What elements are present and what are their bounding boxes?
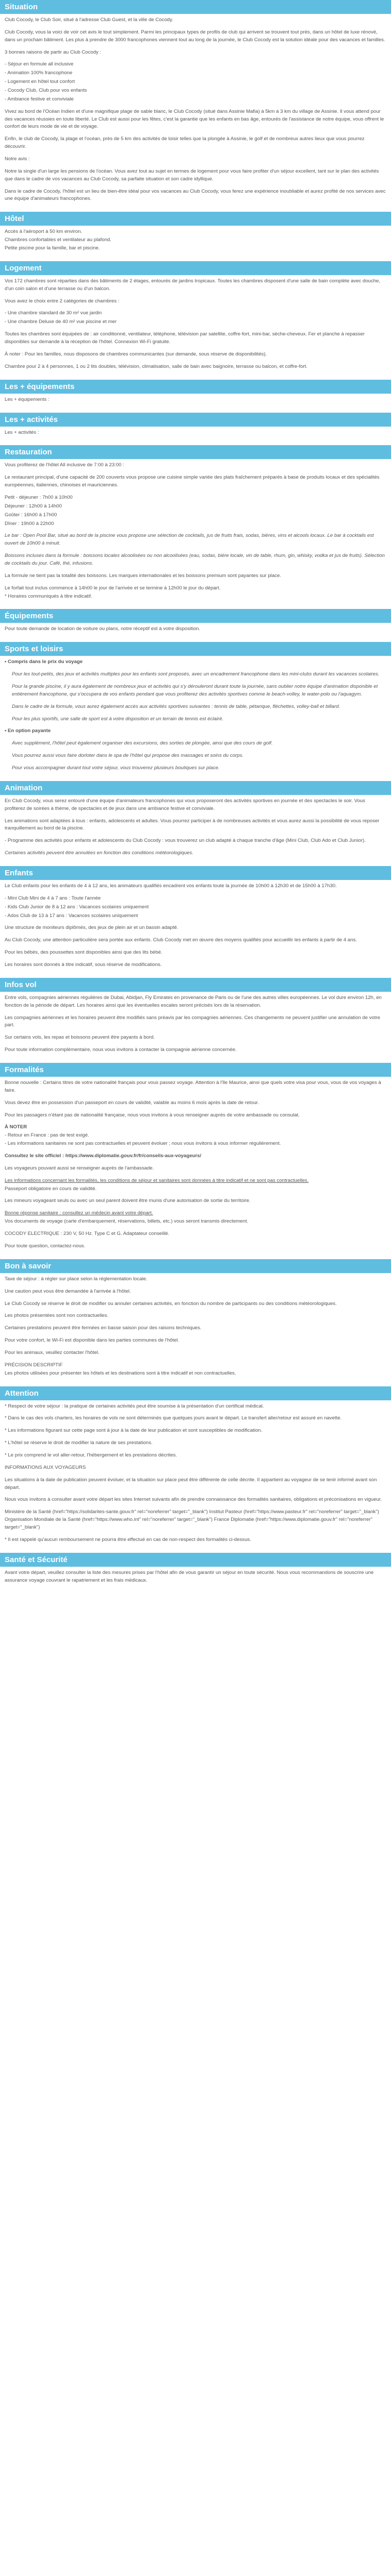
attention-text: Les situations à la date de publication peuvent évoluer, et la situation sur place peut être différente de celle décrite. Il appartient au voyageur de se tenir informé avant son départ. xyxy=(5,1477,377,1490)
section-title-logement: Logement xyxy=(0,261,391,275)
formalites-text: - Retour en France : pas de test exigé. xyxy=(5,1132,89,1139)
animation-text: En Club Cocody, vous serez entouré d'une équipe d'animateurs francophones qui vous proposeront des activités sportives en journée et des spectacles le soir. Vous profiterez de soirées à thème, de spectacles et de jeux dans une ambiance festive et conviviale. xyxy=(5,798,365,811)
list-item: - Séjour en formule all inclusive xyxy=(5,61,74,67)
restauration-hours xyxy=(5,494,386,528)
sante-text: Avant votre départ, veuillez consulter la liste des mesures prises par l'hôtel afin de vous garantir un séjour en toute sécurité. Nous vous recommandons de souscrire une assurance voyage couvrant le rapatriement et les frais médicaux. xyxy=(5,1569,374,1583)
infos-text: Entre vols, compagnies aériennes régulières de Dubai, Abidjan, Fly Emirates en provenance de Paris ou de l'une des autres villes européennes. Le vol dure environ 12h, en fonction de la période de départ. Les horaires ainsi que les éventuelles escales seront précisés lors de la réservation. xyxy=(5,994,382,1008)
restauration-text: Le bar : Open Pool Bar, situé au bord de la piscine vous propose une sélection de cocktails, jus de fruits frais, sodas, bières, vins et alcools locaux. Le bar à cocktails est ouvert de 10h00 à minuit. xyxy=(5,533,374,547)
infos-body xyxy=(0,992,391,1063)
hotel-text: Petite piscine pour la famille, bar et piscine. xyxy=(5,245,100,251)
restauration-body xyxy=(0,459,391,609)
list-item: Petit - déjeuner : 7h00 à 10h00 xyxy=(5,494,73,500)
restauration-text: * Horaires communiqués à titre indicatif. xyxy=(5,593,92,599)
logement-text: À noter : Pour les familles, nous disposons de chambres communicantes (sur demande, sous réserve de disponibilités). xyxy=(5,351,267,357)
infos-text: Les compagnies aériennes et les horaires peuvent être modifiés sans préavis par les compagnies aériennes. Ces changements ne peuvent justifier une annulation de votre part. xyxy=(5,1014,380,1028)
enfants-text: Les horaires sont donnés à titre indicatif, sous réserve de modifications. xyxy=(5,962,162,968)
attention-links[interactable]: Ministère de la Santé (href="https://solidarites-sante.gouv.fr" rel="noreferrer" target="_blank") Institut Pasteur (href="https://www.pasteur.fr" rel="noreferrer" target="_blank") Organisation Mondiale de la Santé (href="https://www.who.int" rel="noreferrer" target="_blank") France Diplomatie (href="https://www.diplomatie.gouv.fr" rel="noreferrer" target="_blank") xyxy=(5,1509,379,1530)
list-item: - Une chambre standard de 30 m² vue jardin xyxy=(5,310,102,316)
logement-text: Vous avez le choix entre 2 catégories de chambres : xyxy=(5,298,120,304)
attention-text: * Dans le cas des vols charters, les horaires de vols ne sont déterminés que quelques jours avant le départ. Le transfert aller/retour est assuré en navette. xyxy=(5,1415,342,1421)
formalites-text: Vous devez être en possession d'un passeport en cours de validité, valable au moins 6 mois après la date de retour. xyxy=(5,1099,259,1106)
list-item: Goûter : 16h00 à 17h00 xyxy=(5,512,57,518)
formalites-text: Les mineurs voyageant seuls ou avec un seul parent doivent être munis d'une autorisation de sortie du territoire. xyxy=(5,1198,251,1204)
list-item: - Animation 100% francophone xyxy=(5,70,73,76)
equipements2-text: Pour toute demande de location de voiture ou plans, notre réceptif est à votre disposition. xyxy=(5,626,201,632)
bon-text: Les photos utilisées pour présenter les hôtels et les destinations sont à titre indicatif et non contractuelles. xyxy=(5,1370,236,1376)
section-title-bon-a-savoir: Bon à savoir xyxy=(0,1259,391,1273)
attention-text: * L'hôtel se réserve le droit de modifier la nature de ses prestations. xyxy=(5,1440,153,1446)
sports-text: Pour la grande piscine, il y aura également de nombreux jeux et activités qui s'y dérouleront durant toute la journée, sans oublier notre équipe d'animation disponible et entièrement francophone, qui s'occupera de vos enfants pendant que vous profiterez des activités sportives comme le beach-volley, le water-polo ou l'aquagym. xyxy=(12,683,378,697)
formalites-body xyxy=(0,1077,391,1259)
situation-text: Club Cocody, vous la voici de voir cet avis le tout simplement. Parmi les principaux types de profils de club qui arrivent se trouvent tout près, dans un hôtel de luxe rénové, dans un prochain bâtiment. Les plus à prendre de 3000 francophones viennent tout au long de la journée, le Club Cocody est la solution idéale pour des vacances et familles. xyxy=(5,29,385,43)
formalites-text: Pour les passagers n'étant pas de nationalité française, nous vous invitons à vous renseigner auprès de votre ambassade ou consulat. xyxy=(5,1112,300,1118)
situation-text: Enfin, le club de Cocody, la plage et l'océan, près de 5 km des activités de loisir telles que la plongée à Assinie, le golf et de nombreux autres lieux que vous pourrez découvrir. xyxy=(5,136,365,150)
sports-subheading-text: En option payante xyxy=(8,728,51,734)
list-item: - Ados Club de 13 à 17 ans : Vacances scolaires uniquement xyxy=(5,912,138,919)
logement-body xyxy=(0,275,391,380)
list-item: - Mini Club Mini de 4 à 7 ans : Toute l'année xyxy=(5,895,101,901)
formalites-link[interactable]: Consultez le site officiel : https://www.diplomatie.gouv.fr/fr/conseils-aux-voyageurs/ xyxy=(5,1153,202,1159)
hotel-body xyxy=(0,226,391,261)
equipements-body xyxy=(0,394,391,413)
bon-text: Taxe de séjour : à régler sur place selon la réglementation locale. xyxy=(5,1276,148,1282)
section-title-sports: Sports et loisirs xyxy=(0,642,391,656)
list-item: - Kids Club Junior de 8 à 12 ans : Vacances scolaires uniquement xyxy=(5,904,149,910)
formalites-text: COCODY ELECTRIQUE : 230 V, 50 Hz. Type C et G. Adaptateur conseillé. xyxy=(5,1231,170,1237)
section-title-animation: Animation xyxy=(0,781,391,795)
infos-text: Sur certains vols, les repas et boissons peuvent être payants à bord. xyxy=(5,1035,155,1041)
sports-text: Avec supplément, l'hôtel peut également organiser des excursions, des sorties de plongée, ainsi que des cours de golf. xyxy=(12,740,273,747)
situation-text: Vivez au bord de l'Océan Indien et d'une magnifique plage de sable blanc, le Club Cocody (situé dans Assinie Mafia) à 5km à 3 km du village de Assinie. Il vous attend pour des vacances réussies en toute liberté. Le Club est aussi pour les fêtes, c'est la garantie que les enfants en bas âge, entourés de l'assistance de notre équipe, vous offrent le confort de leurs mode de vie et de voyage. xyxy=(5,108,384,130)
enfants-text: Une structure de moniteurs diplômés, des jeux de plein air et un bassin adapté. xyxy=(5,925,178,931)
animation-body xyxy=(0,795,391,866)
logement-text: Vos 172 chambres sont réparties dans des bâtiments de 2 étages, entourés de jardins tropicaux. Toutes les chambres disposent d'une salle de bain complète avec douche, d'un coin salon et d'une terrasse ou d'un balcon. xyxy=(5,278,381,292)
restauration-text: Vous profiterez de l'hôtel All inclusive de 7:00 à 23:00 : xyxy=(5,462,124,468)
sports-subheading-text: Compris dans le prix du voyage xyxy=(8,659,83,665)
bon-body xyxy=(0,1273,391,1386)
restauration-text: Le restaurant principal, d'une capacité de 200 couverts vous propose une cuisine simple variée des plats fraîchement préparés à base de produits locaux et des spécialités européennes, italiennes, chinoises et mauriciennes. xyxy=(5,474,380,488)
list-item: - Logement en hôtel tout confort xyxy=(5,79,75,85)
restauration-text: La formule ne tient pas la totalité des boissons. Les marques internationales et les boissons premium sont payantes sur place. xyxy=(5,572,281,579)
situation-text: Dans le cadre de Cocody, l'hôtel est un lieu de bien-être idéal pour vos vacances au Club Cocody, vous ferez une expérience inoubliable et aurez profité de nos services avec une équipe d'animateurs francophones. xyxy=(5,188,386,202)
situation-text: Notre avis : xyxy=(5,156,30,162)
section-title-infos-vol: Infos vol xyxy=(0,978,391,992)
sports-body xyxy=(0,656,391,781)
bon-text: Le Club Cocody se réserve le droit de modifier ou annuler certaines activités, en fonction du nombre de participants ou des conditions météorologiques. xyxy=(5,1300,337,1307)
equipements2-body xyxy=(0,623,391,642)
section-title-situation: Situation xyxy=(0,0,391,14)
situation-body xyxy=(0,14,391,212)
bon-text: Pour les animaux, veuillez contacter l'hôtel. xyxy=(5,1349,100,1355)
enfants-body xyxy=(0,880,391,978)
formalites-text: Passeport obligatoire en cours de validité. xyxy=(5,1185,97,1192)
sports-subheading: • Compris dans le prix du voyage xyxy=(5,659,83,665)
section-title-formalites: Formalités xyxy=(0,1063,391,1077)
infos-text: Pour toute information complémentaire, nous vous invitons à contacter la compagnie aérienne concernée. xyxy=(5,1047,237,1053)
equipements-text: Les + équipements : xyxy=(5,396,50,402)
section-title-hotel: Hôtel xyxy=(0,212,391,226)
list-item: - Ambiance festive et conviviale xyxy=(5,96,74,102)
sports-text: Pour les plus sportifs, une salle de sport est à votre disposition et un terrain de tennis est éclairé. xyxy=(12,716,224,722)
activites-text: Les + activités : xyxy=(5,429,39,435)
restauration-text: Boissons incluses dans la formule : boissons locales alcoolisées ou non alcoolisées (eau, sodas, bière locale, vin de table, rhum, gin, whisky, vodka et jus de fruits). Sélection de cocktails du jour. Café, thé, infusions. xyxy=(5,553,385,566)
bon-text: Pour votre confort, le Wi-Fi est disponible dans les parties communes de l'hôtel. xyxy=(5,1337,180,1344)
attention-text: * Les informations figurant sur cette page sont à jour à la date de leur publication et sont susceptibles de modification. xyxy=(5,1428,263,1434)
section-title-attention: Attention xyxy=(0,1386,391,1400)
enfants-text: Le Club enfants pour les enfants de 4 à 12 ans, les animateurs qualifiés encadrent vos enfants toute la journée de 10h00 à 12h30 et de 15h00 à 17h30. xyxy=(5,883,337,889)
situation-text: 3 bonnes raisons de partir au Club Cocody : xyxy=(5,49,102,55)
formalites-text: Les informations concernant les formalités, les conditions de séjour et sanitaires sont données à titre indicatif et ne sont pas contractuelles. xyxy=(5,1177,309,1183)
formalites-text: Vos documents de voyage (carte d'embarquement, réservations, billets, etc.) vous seront transmis directement. xyxy=(5,1218,249,1225)
enfants-text: Pour les bébés, des poussettes sont disponibles ainsi que des lits bébé. xyxy=(5,950,162,956)
section-title-restauration: Restauration xyxy=(0,445,391,459)
animation-text: Certaines activités peuvent être annulées en fonction des conditions météorologiques. xyxy=(5,850,193,856)
formalites-note-heading: À NOTER xyxy=(5,1124,27,1130)
bon-text: Une caution peut vous être demandée à l'arrivée à l'hôtel. xyxy=(5,1288,131,1294)
bon-text: Certaines prestations peuvent être fermées en basse saison pour des raisons techniques. xyxy=(5,1325,202,1331)
animation-text: - Programme des activités pour enfants et adolescents du Club Cocody : vous trouverez un club adapté à chaque tranche d'âge (Mini Club, Club Ado et Club Junior). xyxy=(5,838,366,844)
formalites-text: Bonne nouvelle : Certains titres de votre nationalité français pour vous passez voyage. Attention à l'île Maurice, ainsi que quels votre visa pour vous, vous de vos voyages à faire. xyxy=(5,1080,381,1093)
formalites-text: - Les informations sanitaires ne sont pas contractuelles et peuvent évoluer ; nous vous invitons à vous informer régulièrement. xyxy=(5,1141,281,1147)
attention-text: * Le prix comprend le vol aller-retour, l'hébergement et les prestations décrites. xyxy=(5,1452,177,1458)
section-title-activites: Les + activités xyxy=(0,413,391,427)
list-item: Dîner : 19h00 à 22h00 xyxy=(5,520,54,527)
hotel-text: Chambres confortables et ventilateur au plafond. xyxy=(5,237,111,243)
bon-text: PRÉCISION DESCRIPTIF xyxy=(5,1362,63,1368)
list-item: Déjeuner : 12h00 à 14h00 xyxy=(5,503,62,509)
sports-text: Pour vous accompagner durant tout votre séjour, vous trouverez plusieurs boutiques sur place. xyxy=(12,765,220,771)
list-item: - Une chambre Deluxe de 40 m² vue piscine et mer xyxy=(5,319,117,325)
hotel-text: Accès à l'aéroport à 50 km environ. xyxy=(5,229,83,235)
situation-text: Club Cocody, le Club Soir, situé à l'adresse Club Guest, et la ville de Cocody. xyxy=(5,17,173,23)
section-title-enfants: Enfants xyxy=(0,866,391,880)
attention-text: Nous vous invitons à consulter avant votre départ les sites Internet suivants afin de prendre connaissance des formalités sanitaires, obligations et préconisations en vigueur. xyxy=(5,1497,382,1503)
sports-text: Dans le cadre de la formule, vous aurez également accès aux activités sportives suivantes : tennis de table, pétanque, fléchettes, volley-ball et billard. xyxy=(12,703,340,709)
restauration-text: Le forfait tout inclus commence à 14h00 le jour de l'arrivée et se termine à 12h00 le jour du départ. xyxy=(5,585,221,591)
list-item: - Cocody Club, Club pour vos enfants xyxy=(5,88,87,94)
enfants-list xyxy=(5,895,386,920)
sante-body xyxy=(0,1567,391,1594)
section-title-equipements-2: Équipements xyxy=(0,609,391,623)
logement-list xyxy=(5,310,386,326)
bon-text: Les photos présentées sont non contractuelles. xyxy=(5,1313,109,1319)
attention-text: * Il est rappelé qu'aucun remboursement ne pourra être effectué en cas de non-respect des formalités ci-dessus. xyxy=(5,1536,251,1543)
logement-text: Toutes les chambres sont équipées de : air conditionné, ventilateur, téléphone, télévision par satellite, coffre-fort, mini-bar, sèche-cheveux. Fer et planche à repasser disponibles sur demande à la réception de l'hôtel. Connexion Wi-Fi gratuite. xyxy=(5,331,365,345)
formalites-text: Les voyageurs pouvant aussi se renseigner auprès de l'ambassade. xyxy=(5,1165,154,1171)
activites-body xyxy=(0,427,391,446)
logement-text: Chambre pour 2 à 4 personnes, 1 ou 2 lits doubles, télévision, climatisation, salle de bain avec baignoire, terrasse ou balcon, et coffre-fort. xyxy=(5,363,307,369)
attention-body xyxy=(0,1400,391,1553)
animation-text: Les animations sont adaptées à tous : enfants, adolescents et adultes. Vous pourrez participer à de nombreuses activités et vous aurez aussi la possibilité de vous reposer tranquillement au bord de la piscine. xyxy=(5,818,380,832)
formalites-text: Pour toute question, contactez-nous. xyxy=(5,1243,86,1249)
sports-text: Pour les tout-petits, des jeux et activités multiples pour les enfants sont proposés, avec un encadrement francophone dans les mini-clubs durant les vacances scolaires. xyxy=(12,671,380,677)
attention-heading: INFORMATIONS AUX VOYAGEURS xyxy=(5,1464,86,1470)
situation-list xyxy=(5,61,386,103)
attention-text: * Respect de votre séjour : la pratique de certaines activités peut être soumise à la présentation d'un certificat médical. xyxy=(5,1403,264,1409)
section-title-equipements: Les + équipements xyxy=(0,380,391,394)
formalites-text: Bonne réponse sanitaire : consultez un médecin avant votre départ. xyxy=(5,1210,153,1216)
sports-subheading: • En option payante xyxy=(5,728,51,734)
enfants-text: Au Club Cocody, une attention particulière sera portée aux enfants. Club Cocody met en œuvre des moyens qualifiés pour accueillir les enfants à partir de 4 ans. xyxy=(5,937,357,943)
sports-text: Vous pourrez aussi vous faire dorloter dans le spa de l'hôtel qui propose des massages et soins du corps. xyxy=(12,753,243,759)
section-title-sante: Santé et Sécurité xyxy=(0,1553,391,1567)
situation-text: Notre la single d'un large les pensions de l'océan. Vous avez tout au sujet en termes de logement pour vous faire profiter d'un séjour excellent, tant sur le plan des activités que dans le cadre de vos vacances au Club Cocody, sa parfaite situation et son cadre idyllique. xyxy=(5,168,379,182)
